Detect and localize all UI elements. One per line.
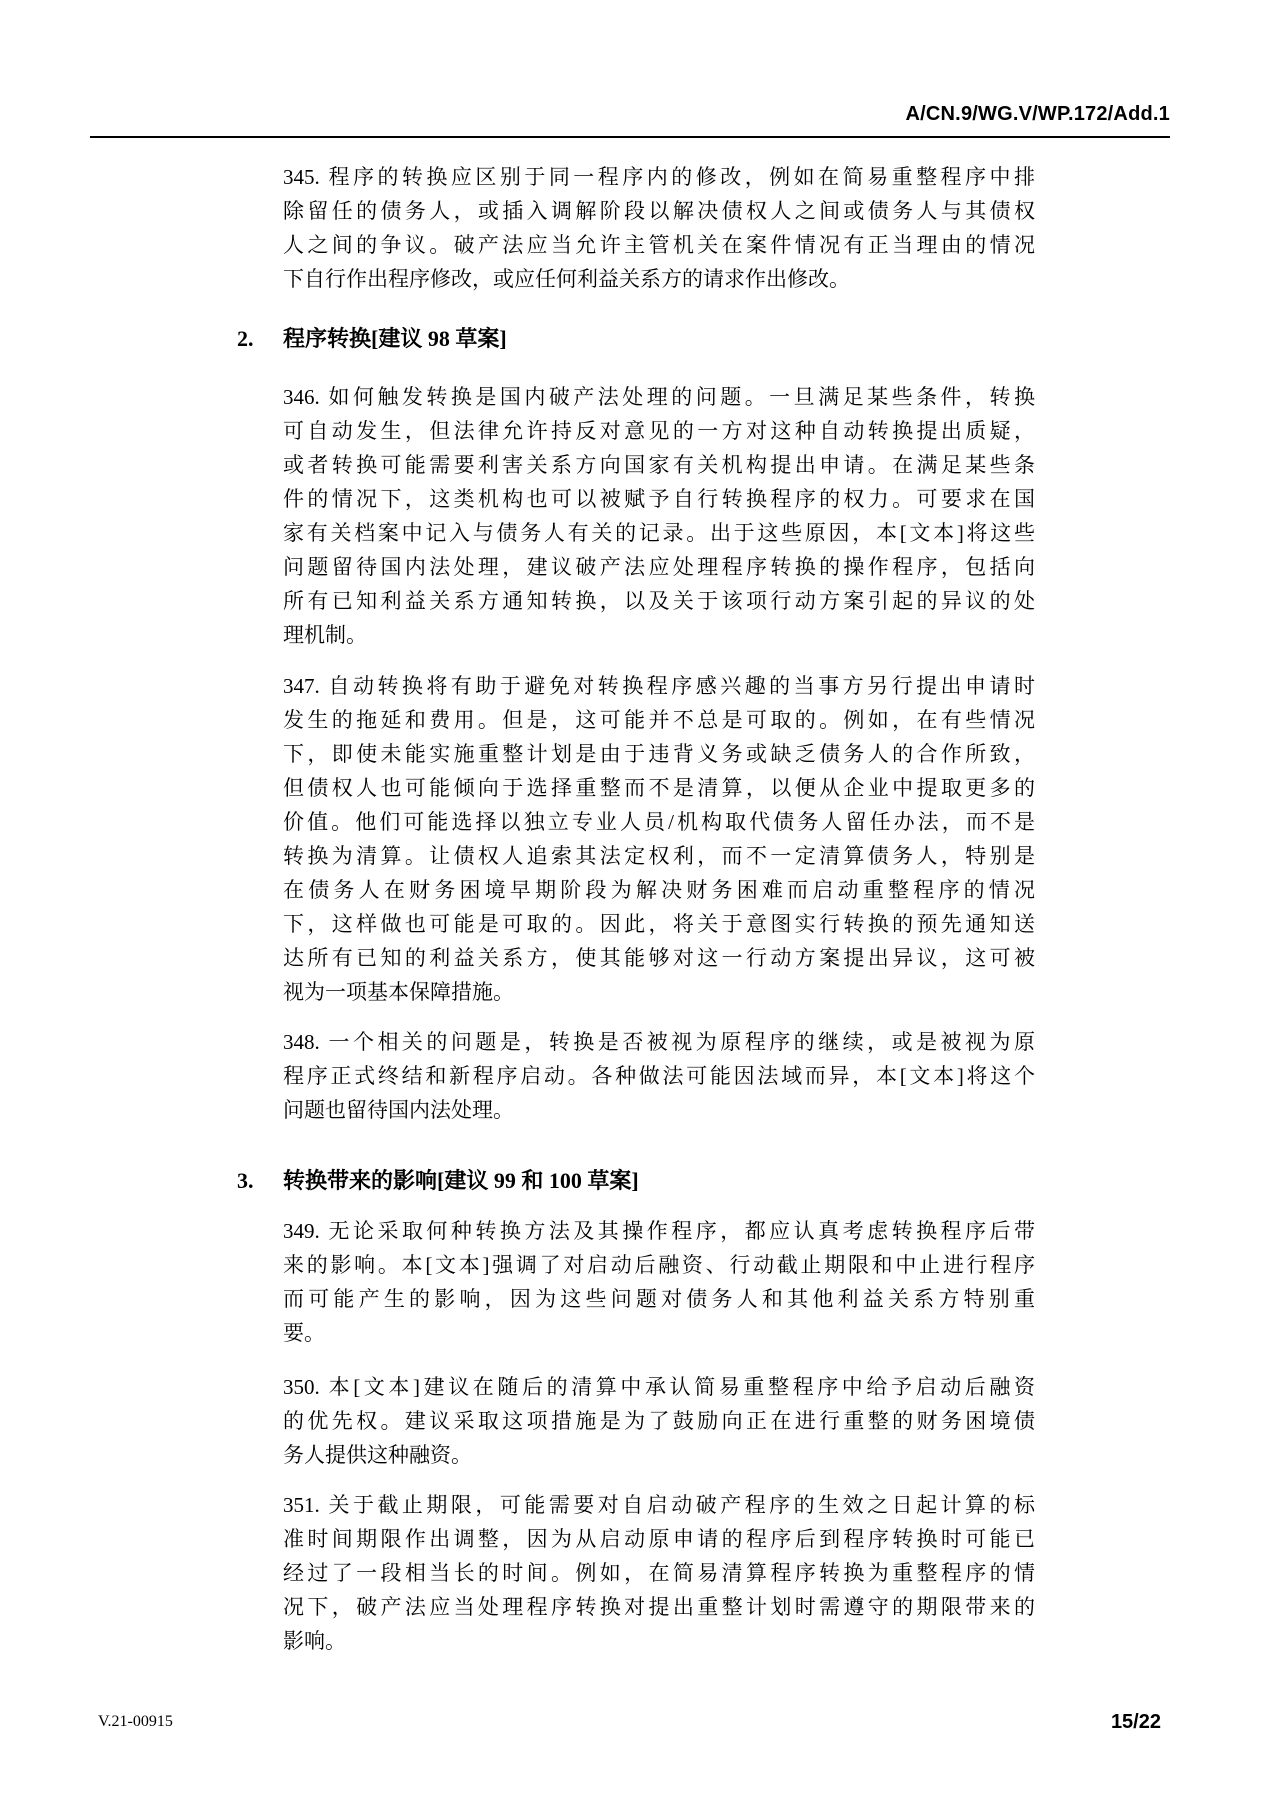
text-line: 价值。他们可能选择以独立专业人员/机构取代债务人留任办法，而不是: [283, 810, 1035, 834]
text-line: 程序正式终结和新程序启动。各种做法可能因法域而异，本[文本]将这个: [283, 1064, 1035, 1088]
text-line: 下自行作出程序修改，或应任何利益关系方的请求作出修改。: [283, 267, 850, 291]
text-line: 人之间的争议。破产法应当允许主管机关在案件情况有正当理由的情况: [283, 233, 1035, 257]
text-line: 问题也留待国内法处理。: [283, 1098, 514, 1122]
paragraph-350: [283, 1370, 1035, 1472]
text-line: 但债权人也可能倾向于选择重整而不是清算，以便从企业中提取更多的: [283, 776, 1035, 800]
section-heading-2: [237, 322, 1035, 356]
text-line: 转换为清算。让债权人追索其法定权利，而不一定清算债务人，特别是: [283, 844, 1035, 868]
text-line: 除留任的债务人，或插入调解阶段以解决债权人之间或债务人与其债权: [283, 199, 1035, 223]
footer-page-number: 15/22: [1110, 1711, 1161, 1733]
document-symbol: A/CN.9/WG.V/WP.172/Add.1: [905, 103, 1170, 125]
text-line: 理机制。: [283, 623, 367, 647]
text-line: 务人提供这种融资。: [283, 1443, 472, 1467]
text-line: 或者转换可能需要利害关系方向国家有关机构提出申请。在满足某些条: [283, 453, 1035, 477]
section-heading-number: 3.: [237, 1168, 254, 1193]
paragraph-345: [283, 160, 1035, 296]
document-body: [237, 150, 1035, 1658]
text-line: 问题留待国内法处理，建议破产法应处理程序转换的操作程序，包括向: [283, 555, 1035, 579]
text-line: 而可能产生的影响，因为这些问题对债务人和其他利益关系方特别重: [283, 1287, 1035, 1311]
paragraph-349: [283, 1214, 1035, 1350]
text-line: 经过了一段相当长的时间。例如，在简易清算程序转换为重整程序的情: [283, 1561, 1035, 1585]
text-line: 345. 程序的转换应区别于同一程序内的修改，例如在简易重整程序中排: [283, 165, 1035, 189]
section-heading-3: [237, 1164, 1035, 1198]
paragraph-351: [283, 1488, 1035, 1658]
text-line: 351. 关于截止期限，可能需要对自启动破产程序的生效之日起计算的标: [283, 1493, 1035, 1517]
section-heading-title: 转换带来的影响[建议 99 和 100 草案]: [283, 1168, 639, 1193]
text-line: 下，即使未能实施重整计划是由于违背义务或缺乏债务人的合作所致，: [283, 742, 1035, 766]
text-line: 达所有已知的利益关系方，使其能够对这一行动方案提出异议，这可被: [283, 946, 1035, 970]
text-line: 在债务人在财务困境早期阶段为解决财务困难而启动重整程序的情况: [283, 878, 1035, 902]
text-line: 350. 本[文本]建议在随后的清算中承认简易重整程序中给予启动后融资: [283, 1375, 1035, 1399]
text-line: 影响。: [283, 1629, 346, 1653]
paragraph-346: [283, 380, 1035, 652]
section-heading-title: 程序转换[建议 98 草案]: [283, 326, 507, 351]
text-line: 准时间期限作出调整，因为从启动原申请的程序后到程序转换时可能已: [283, 1527, 1035, 1551]
text-line: 所有已知利益关系方通知转换，以及关于该项行动方案引起的异议的处: [283, 589, 1035, 613]
text-line: 349. 无论采取何种转换方法及其操作程序，都应认真考虑转换程序后带: [283, 1219, 1035, 1243]
text-line: 的优先权。建议采取这项措施是为了鼓励向正在进行重整的财务困境债: [283, 1409, 1035, 1433]
text-line: 要。: [283, 1321, 325, 1345]
text-line: 348. 一个相关的问题是，转换是否被视为原程序的继续，或是被视为原: [283, 1030, 1035, 1054]
text-line: 件的情况下，这类机构也可以被赋予自行转换程序的权力。可要求在国: [283, 487, 1035, 511]
section-heading-number: 2.: [237, 326, 254, 351]
text-line: 下，这样做也可能是可取的。因此，将关于意图实行转换的预先通知送: [283, 912, 1035, 936]
paragraph-348: [283, 1025, 1035, 1127]
text-line: 视为一项基本保障措施。: [283, 980, 514, 1004]
paragraph-347: [283, 669, 1035, 1009]
header-rule: [90, 136, 1170, 138]
text-line: 发生的拖延和费用。但是，这可能并不总是可取的。例如，在有些情况: [283, 708, 1035, 732]
text-line: 可自动发生，但法律允许持反对意见的一方对这种自动转换提出质疑，: [283, 419, 1035, 443]
text-line: 346. 如何触发转换是国内破产法处理的问题。一旦满足某些条件，转换: [283, 385, 1035, 409]
text-line: 347. 自动转换将有助于避免对转换程序感兴趣的当事方另行提出申请时: [283, 674, 1035, 698]
text-line: 家有关档案中记入与债务人有关的记录。出于这些原因，本[文本]将这些: [283, 521, 1035, 545]
text-line: 况下，破产法应当处理程序转换对提出重整计划时需遵守的期限带来的: [283, 1595, 1035, 1619]
text-line: 来的影响。本[文本]强调了对启动后融资、行动截止期限和中止进行程序: [283, 1253, 1035, 1277]
footer-document-number: V.21-00915: [98, 1713, 173, 1730]
